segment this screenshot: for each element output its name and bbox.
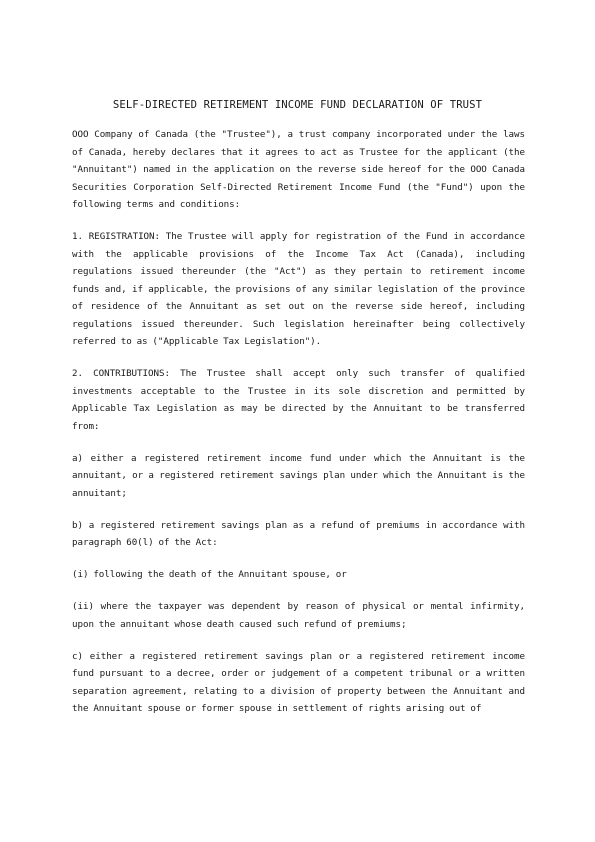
paragraph-clause-b-i: (i) following the death of the Annuitant spouse, or bbox=[72, 569, 347, 580]
paragraph-clause-b-ii: (ii) where the taxpayer was dependent by reason of physical or mental infirmity, upon the annuitant whose death caused such refund of premiums; bbox=[72, 601, 525, 630]
paragraph-clause-b: b) a registered retirement savings plan as a refund of premiums in accordance with paragraph 60(l) of the Act: bbox=[72, 519, 525, 548]
paragraph-clause-a: a) either a registered retirement income fund under which the Annuitant is the annuitant, or a registered retirement savings plan under which the Annuitant is the annuitant; bbox=[72, 452, 525, 499]
document-title: SELF-DIRECTED RETIREMENT INCOME FUND DECLARATION OF TRUST bbox=[112, 99, 483, 111]
paragraph-preamble: OOO Company of Canada (the "Trustee"), a trust company incorporated under the laws of Canada, hereby declares that it agrees to act as Trustee for the applicant (the "Annuitant") named in the application on the reverse side hereof for the OOO Canada Securities Corporation Self-Directed Retirement Income Fund (the "Fund") upon the following terms and conditions: bbox=[72, 129, 525, 210]
paragraph-clause-c: c) either a registered retirement savings plan or a registered retirement income fund pursuant to a decree, order or judgement of a competent tribunal or a written separation agreement, relating to a division of property between the Annuitant and the Annuitant spouse or former spouse in settlement of rights arising out of bbox=[72, 650, 525, 714]
paragraph-registration: 1. REGISTRATION: The Trustee will apply for registration of the Fund in accordance with the applicable provisions of the Income Tax Act (Canada), including regulations issued thereunder (the "Act") as they pertain to retirement income funds and, if applicable, the provisions of any similar legislation of the province of residence of the Annuitant as set out on the reverse side hereof, including regulations issued thereunder. Such legislation hereinafter being collectively referred to as ("Applicable Tax Legislation"). bbox=[72, 231, 525, 347]
paragraph-contributions: 2. CONTRIBUTIONS: The Trustee shall accept only such transfer of qualified investments acceptable to the Trustee in its sole discretion and permitted by Applicable Tax Legislation as may be directed by the Annuitant to be transferred from: bbox=[72, 368, 525, 432]
document-body bbox=[72, 126, 525, 732]
